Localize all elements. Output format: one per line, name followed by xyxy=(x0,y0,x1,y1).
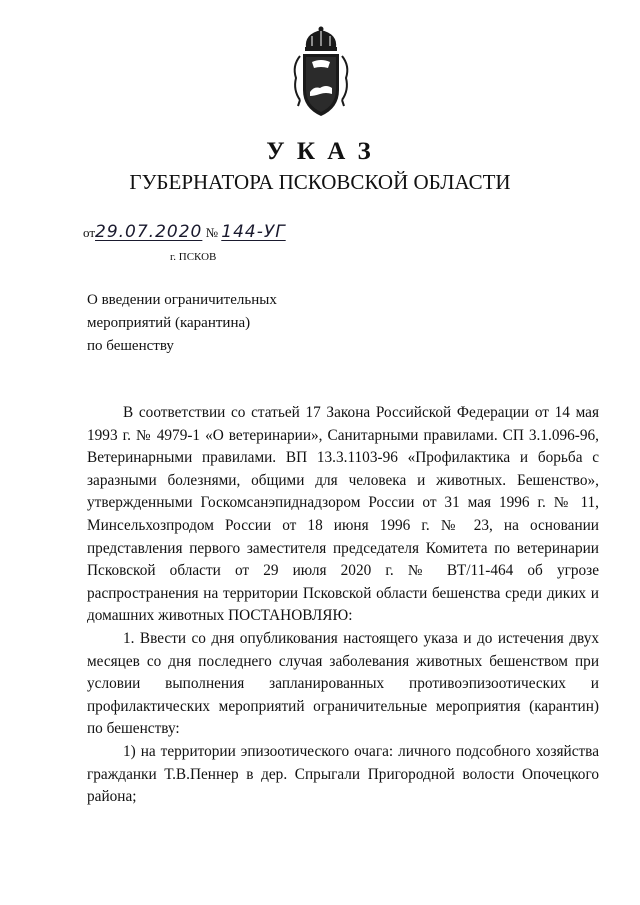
subject-line-3: по бешенству xyxy=(87,338,174,354)
number-prefix: № xyxy=(205,225,219,240)
document-subject xyxy=(87,289,299,358)
pskov-coat-of-arms-icon xyxy=(290,26,352,120)
preamble-paragraph: В соответствии со статьей 17 Закона Российской Федерации от 14 мая 1993 г. № 4979-1 «О ветеринарии», Санитарными правилами. СП 3.1.096-96, Ветеринарными правилами. ВП 13.3.1103-96 «Профилактика и борьба с заразными болезнями, общими для человека и животных. Бешенство», утвержденными Госкомсанэпиднадзором России от 31 мая 1996 г. № 11, Минсельхозпродом России от 18 июня 1996 г. № 23, на основании представления первого заместителя председателя Комитета по ветеринарии Псковской области от 29 июля 2020 г. № ВТ/11-464 об угрозе распространения на территории Псковской области бешенства среди диких и домашних животных ПОСТАНОВЛЯЮ: xyxy=(87,404,599,625)
subject-line-2-b: (карантина) xyxy=(174,315,251,331)
dateline xyxy=(83,222,286,242)
document-number: 144-УГ xyxy=(221,222,286,242)
item-1-1-paragraph: 1) на территории эпизоотического очага: личного подсобного хозяйства гражданки Т.В.Пеннер в дер. Спрыгали Пригородной волости Опочецкого района; xyxy=(87,742,599,806)
document-title: У К А З xyxy=(266,138,374,165)
subject-line-2 xyxy=(87,312,299,335)
subject-line-1: О введении ограничительных xyxy=(87,292,277,308)
item-1-paragraph: 1. Ввести со дня опубликования настоящего указа и до истечения двух месяцев со дня последнего случая заболевания животных бешенством при условии выполнения запланированных противоэпизоотических и профилактических мероприятий ограничительные мероприятия (карантин) по бешенству: xyxy=(87,629,599,738)
document-city: г. ПСКОВ xyxy=(170,251,217,263)
document-body xyxy=(87,402,599,809)
subject-line-2-a: мероприятий xyxy=(87,315,172,331)
date-prefix: от xyxy=(83,225,96,240)
document-subtitle: ГУБЕРНАТОРА ПСКОВСКОЙ ОБЛАСТИ xyxy=(129,170,511,194)
document-date: 29.07.2020 xyxy=(95,222,203,242)
